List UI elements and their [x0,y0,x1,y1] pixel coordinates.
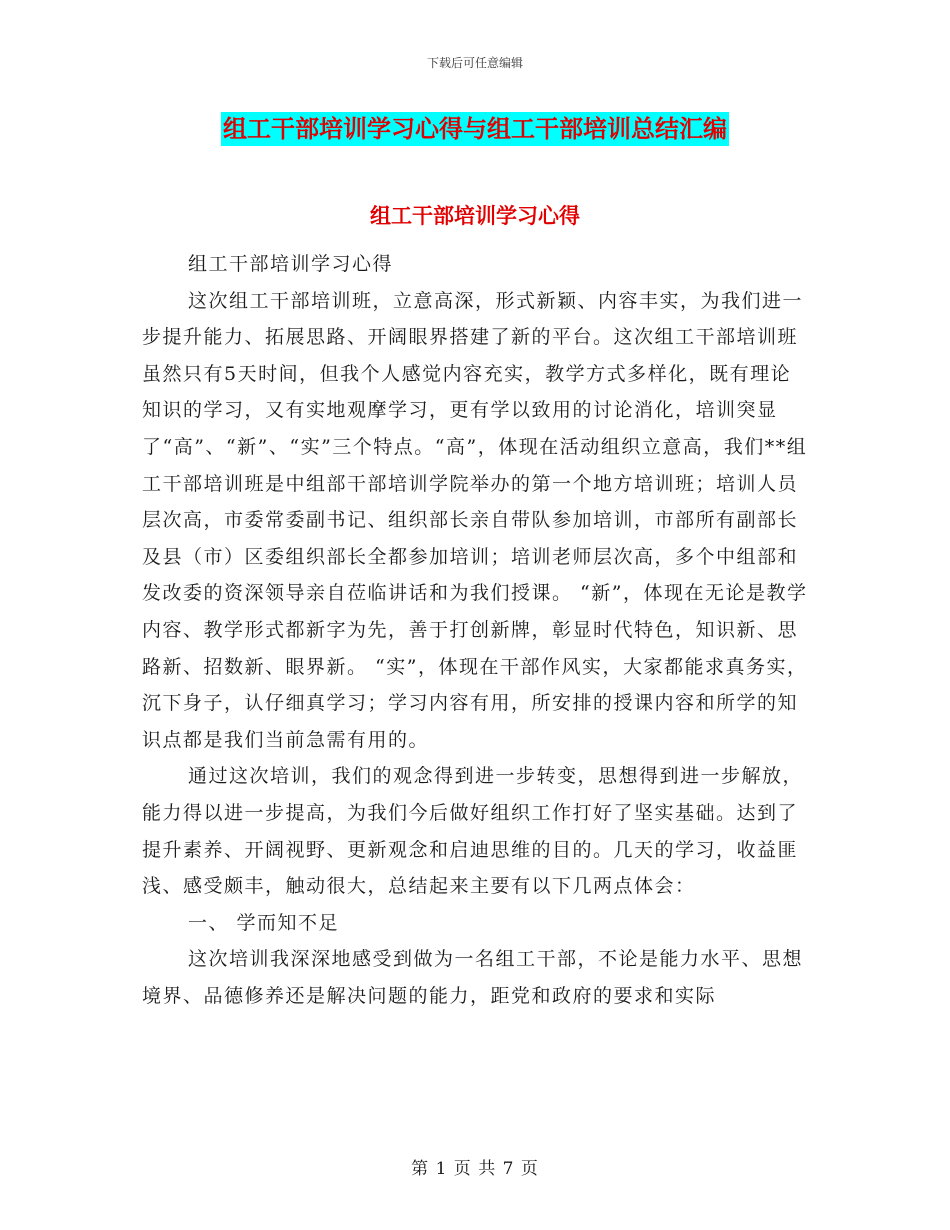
main-title-container [0,112,950,146]
paragraph: 这次培训我深深地感受到做为一名组工干部，不论是能力水平、思想境界、品德修养还是解决问题的能力，距党和政府的要求和实际 [142,948,804,1007]
paragraph: 通过这次培训，我们的观念得到进一步转变，思想得到进一步解放，能力得以进一步提高，为我们今后做好组织工作打好了坚实基础。达到了提升素养、开阔视野、更新观念和启迪思维的目的。几天的学习，收益匪浅、感受颇丰，触动很大，总结起来主要有以下几两点体会： [142,765,804,898]
document-body [142,246,810,1014]
paragraph: 这次组工干部培训班，立意高深，形式新颖、内容丰实，为我们进一步提升能力、拓展思路、开阔眼界搭建了新的平台。这次组工干部培训班虽然只有5天时间，但我个人感觉内容充实，教学方式多样化，既有理论知识的学习，又有实地观摩学习，更有学以致用的讨论消化，培训突显了“高”、“新”、“实”三个特点。“高”，体现在活动组织立意高，我们**组工干部培训班是中组部干部培训学院举办的第一个地方培训班；培训人员层次高，市委常委副书记、组织部长亲自带队参加培训，市部所有副部长及县（市）区委组织部长全都参加培训；培训老师层次高，多个中组部和发改委的资深领导亲自莅临讲话和为我们授课。 “新”，体现在无论是教学内容、教学形式都新字为先，善于打创新牌，彰显时代特色，知识新、思路新、招数新、眼界新。 “实”，体现在干部作风实，大家都能求真务实，沉下身子，认仔细真学习；学习内容有用，所安排的授课内容和所学的知识点都是我们当前急需有用的。 [142,289,808,751]
page-header-note: 下载后可任意编辑 [426,56,523,70]
paragraph-subtitle: 组工干部培训学习心得 [188,253,394,275]
section-title: 组工干部培训学习心得 [370,204,580,228]
paragraph-heading: 一、 学而知不足 [188,911,340,934]
document-main-title: 组工干部培训学习心得与组工干部培训总结汇编 [221,112,729,146]
page-number-footer: 第 1 页 共 7 页 [411,1159,539,1179]
